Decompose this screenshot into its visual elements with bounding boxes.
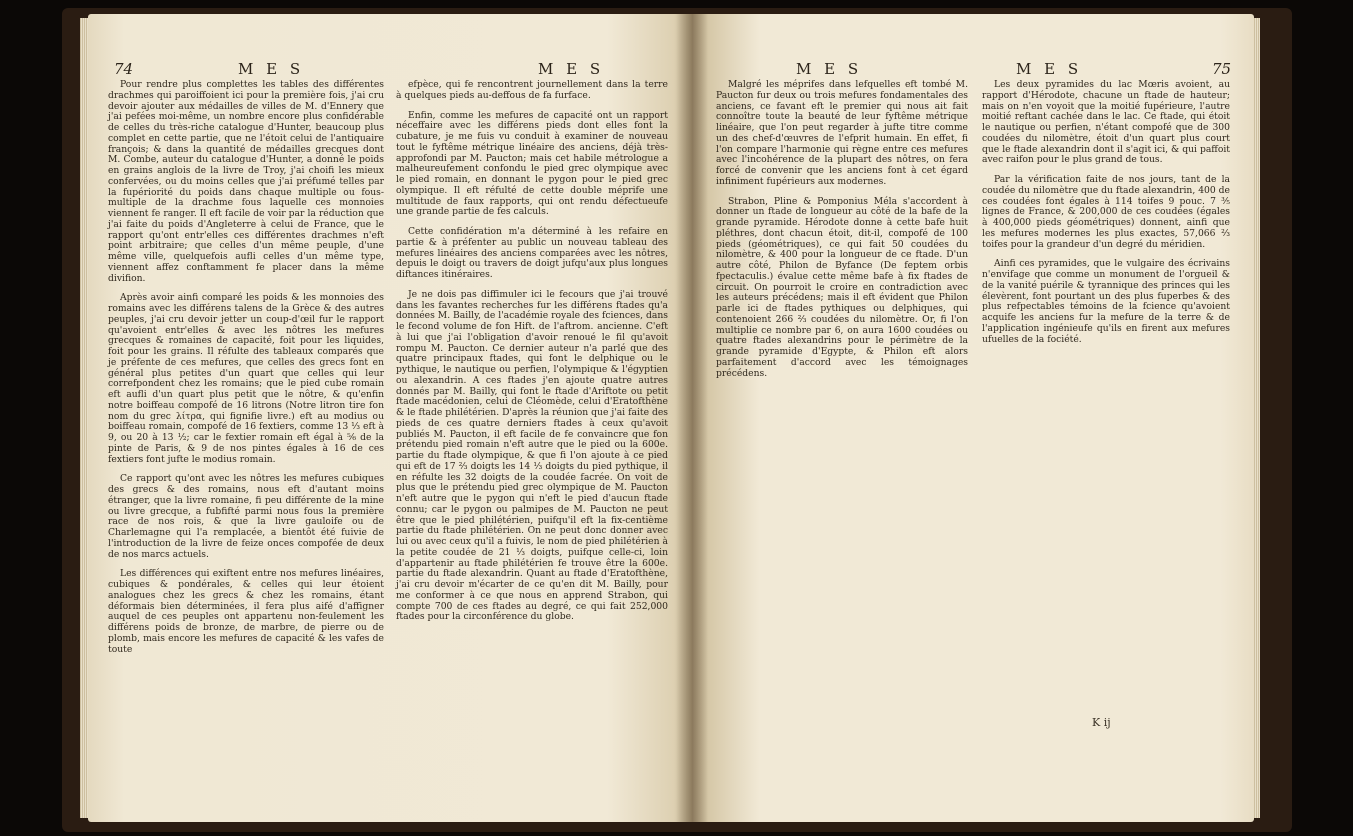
- left-page: [88, 14, 692, 822]
- signature-mark: K ij: [1092, 716, 1111, 729]
- paragraph: efpèce, qui fe rencontrent journellement dans la terre à quelques pieds au-deffous de fa furface.: [396, 79, 668, 101]
- paragraph: Par la vérification faite de nos jours, tant de la coudée du nilomètre que du ftade alexandrin, 400 de ces coudées font égales à 114 toifes 9 pouc. 7 ⅗ lignes de France, & 200,000 de ces coudées (égales à 400,000 pieds géométriques) donnent, ainfi que les mefures modernes les plus exactes, 57,066 ⅔ toifes pour la grandeur d'un degré du méridien.: [982, 174, 1230, 250]
- paragraph: Enfin, comme les mefures de capacité ont un rapport néceffaire avec les différens pieds dont elles font la cubature, je me fuis vu conduit à examiner de nouveau tout le fyftême métrique linéaire des anciens, déjà très-approfondi par M. Paucton; mais cet habile métrologue a malheureufement confondu le pied grec olympique avec le pied romain, en donnant le pygon pour le pied grec olympique. Il eft réfulté de cette double méprife une multitude de faux rapports, qui ont rendu défectueufe une grande partie de fes calculs.: [396, 109, 668, 218]
- paragraph: Ce rapport qu'ont avec les nôtres les mefures cubiques des grecs & des romains, nous eft d'autant moins étranger, que la livre romaine, fi peu différente de la mine ou livre grecque, a fubfifté parmi nous fous la première race de nos rois, & que la livre gauloife ou de Charlemagne qui l'a remplacée, a bientôt été fuivie de l'introduction de la livre de feize onces compofée de deux de nos marcs actuels.: [108, 473, 384, 560]
- paragraph: Strabon, Pline & Pomponius Méla s'accordent à donner un ftade de longueur au côté de la bafe de la grande pyramide. Hérodote donne à cette bafe huit pléthres, dont chacun étoit, dit-il, compofé de 100 pieds (géométriques), ce qui fait 50 coudées du nilomètre, & 400 pour la longueur de ce ftade. D'un autre côté, Philon de Byfance (De feptem orbis fpectaculis.) évalue cette même bafe à fix ftades de circuit. On pourroit le croire en contradiction avec les auteurs précédens; mais il eft évident que Philon parle ici de ftades pythiques ou delphiques, qui contenoient 266 ⅔ coudées du nilomètre. Or, fi l'on multiplie ce nombre par 6, on aura 1600 coudées ou quatre ftades alexandrins pour le périmètre de la grande pyramide d'Egypte, & Philon eft alors parfaitement d'accord avec les témoignages précédens.: [716, 195, 968, 379]
- paragraph: Cette confidération m'a déterminé à les refaire en partie & à préfenter au public un nouveau tableau des mefures linéaires des anciens comparées avec les nôtres, depuis le doigt ou travers de doigt jufqu'aux plus longues diftances itinéraires.: [396, 226, 668, 280]
- page-number-right: 75: [1212, 60, 1232, 78]
- paragraph: Malgré les méprifes dans lefquelles eft tombé M. Paucton fur deux ou trois mefures fondamentales des anciens, ce favant eft le premier qui nous ait fait connoître toute la beauté de leur fyftême métrique linéaire, que l'on peut regarder à jufte titre comme un des chef-d'œuvres de l'efprit humain. En effet, fi l'on compare l'harmonie qui règne entre ces mefures avec l'incohérence de la plupart des nôtres, on fera forcé de convenir que les anciens font à cet égard infiniment fupérieurs aux modernes.: [716, 79, 968, 187]
- running-head-left-col1: M E S: [238, 60, 305, 78]
- paragraph: Après avoir ainfi comparé les poids & les monnoies des romains avec les différens talens de la Grèce & des autres peuples, j'ai cru devoir jetter un coup-d'œil fur le rapport qu'avoient entr'elles & avec les nôtres les mefures grecques & romaines de capacité, foit pour les liquides, foit pour les grains. Il réfulte des tableaux comparés que je préfente de ces mefures, que celles des grecs font en général plus petites d'un quart que celles qui leur correfpondent chez les romains; que le pied cube romain eft aufli d'un quart plus petit que le nôtre, & qu'enfin notre boiffeau compofé de 16 litrons (Notre litron tire fon nom du grec λίτρα, qui fignifie livre.) eft au modius ou boiffeau romain, compofé de 16 fextiers, comme 13 ⅓ eft à 9, ou 20 à 13 ½; car le fextier romain eft égal à ⁵⁄₆ de la pinte de Paris, & 9 de nos pintes égales à 16 de ces fextiers font jufte le modius romain.: [108, 292, 384, 465]
- right-page-column-2: [982, 80, 1230, 354]
- running-head-right-col1: M E S: [796, 60, 863, 78]
- paragraph: Pour rendre plus complettes les tables des différentes drachmes qui paroiffoient ici pour la première fois, j'ai cru devoir ajouter aux médailles de villes de M. d'Ennery que j'ai pefées moi-même, un nombre encore plus confidérable de celles du très-riche catalogue d'Hunter, beaucoup plus complet en cette partie, que ne l'étoit celui de l'antiquaire françois; & dans la quantité de médailles grecques dont M. Combe, auteur du catalogue d'Hunter, a donné le poids en grains anglois de la livre de Troy, j'ai choifi les mieux confervées, ou du moins celles que j'ai préfumé telles par la fupériorité du poids dans chaque multiple ou fous-multiple de la drachme fous laquelle ces monnoies viennent fe ranger. Il eft facile de voir par la réduction que j'ai faite du poids d'Angleterre à celui de France, que le rapport qu'ont entr'elles ces différentes drachmes n'eft point arbitraire; que celles d'un même peuple, d'une même ville, quelquefois aufli celles d'un même type, viennent affez conftamment fe placer dans la même divifion.: [108, 79, 384, 284]
- paragraph: Les différences qui exiftent entre nos mefures linéaires, cubiques & pondérales, & celles qui leur étoient analogues chez les grecs & chez les romains, étant déformais bien déterminées, il fera plus aifé d'affigner auquel de ces peuples ont appartenu non-feulement les différens poids de bronze, de marbre, de pierre ou de plomb, mais encore les mefures de capacité & les vafes de toute: [108, 568, 384, 655]
- running-head-left-col2: M E S: [538, 60, 605, 78]
- paragraph: Les deux pyramides du lac Mœris avoient, au rapport d'Hérodote, chacune un ftade de hauteur; mais on n'en voyoit que la moitié fupérieure, l'autre moitié reftant cachée dans le lac. Ce ftade, qui étoit le nautique ou perfien, n'étant compofé que de 300 coudées du nilomètre, étoit d'un quart plus court que le ftade alexandrin dont il s'agit ici, & qui paffoit avec raifon pour le plus grand de tous.: [982, 79, 1230, 166]
- right-page-column-1: [716, 80, 968, 388]
- left-page-column-1: [108, 80, 384, 664]
- paragraph: Ainfi ces pyramides, que le vulgaire des écrivains n'envifage que comme un monument de l'orgueil & de la vanité puérile & tyrannique des princes qui les élevèrent, font pourtant un des plus fuperbes & des plus refpectables témoins de la fcience qu'avoient acquife les anciens fur la mefure de la terre & de l'application ingénieufe qu'ils en firent aux mefures ufuelles de la fociété.: [982, 258, 1230, 345]
- paragraph: Je ne dois pas diffimuler ici le fecours que j'ai trouvé dans les favantes recherches fur les différens ftades qu'a données M. Bailly, de l'académie royale des fciences, dans le fecond volume de fon Hift. de l'aftrom. ancienne. C'eft à lui que j'ai l'obligation d'avoir renoué le fil qu'avoit rompu M. Paucton. Ce dernier auteur n'a parlé que des quatre principaux ftades, qui font le delphique ou le pythique, le nautique ou perfien, l'olympique & l'égyptien ou alexandrin. A ces ftades j'en ajoute quatre autres donnés par M. Bailly, qui font le ftade d'Ariftote ou petit ftade macédonien, celui de Cléomède, celui d'Eratofthène & le ftade philétérien. D'après la réunion que j'ai faite des pieds de ces quatre derniers ftades à ceux qu'avoit publiés M. Paucton, il eft facile de fe convaincre que fon prétendu pied romain n'eft autre que le pied ou la 600e. partie du ftade olympique, & que fi l'on ajoute à ce pied qui eft de 17 ⅔ doigts les 14 ⅓ doigts du pied pythique, il en réfulte les 32 doigts de la coudée facrée. On voit de plus que le prétendu pied grec olympique de M. Paucton n'eft autre que le pygon qui n'eft le pied d'aucun ftade connu; car le pygon ou palmipes de M. Paucton ne peut être que le pied philétérien, puifqu'il eft la fix-centième partie du ftade philétérien. On ne peut donc donner avec lui ou avec ceux qu'il a fuivis, le nom de pied philétérien à la petite coudée de 21 ⅓ doigts, puifque celle-ci, loin d'appartenir au ftade philétérien fe trouve être la 600e. partie du ftade alexandrin. Quant au ftade d'Eratofthène, j'ai cru devoir m'écarter de ce qu'en dit M. Bailly, pour me conformer à ce que nous en apprend Strabon, qui compte 700 de ces ftades au degré, ce qui fait 252,000 ftades pour la circonférence du globe.: [396, 288, 668, 623]
- running-head-right-col2: M E S: [1016, 60, 1083, 78]
- right-page: [692, 14, 1254, 822]
- page-number-left: 74: [114, 60, 134, 78]
- left-page-column-2: [396, 80, 668, 632]
